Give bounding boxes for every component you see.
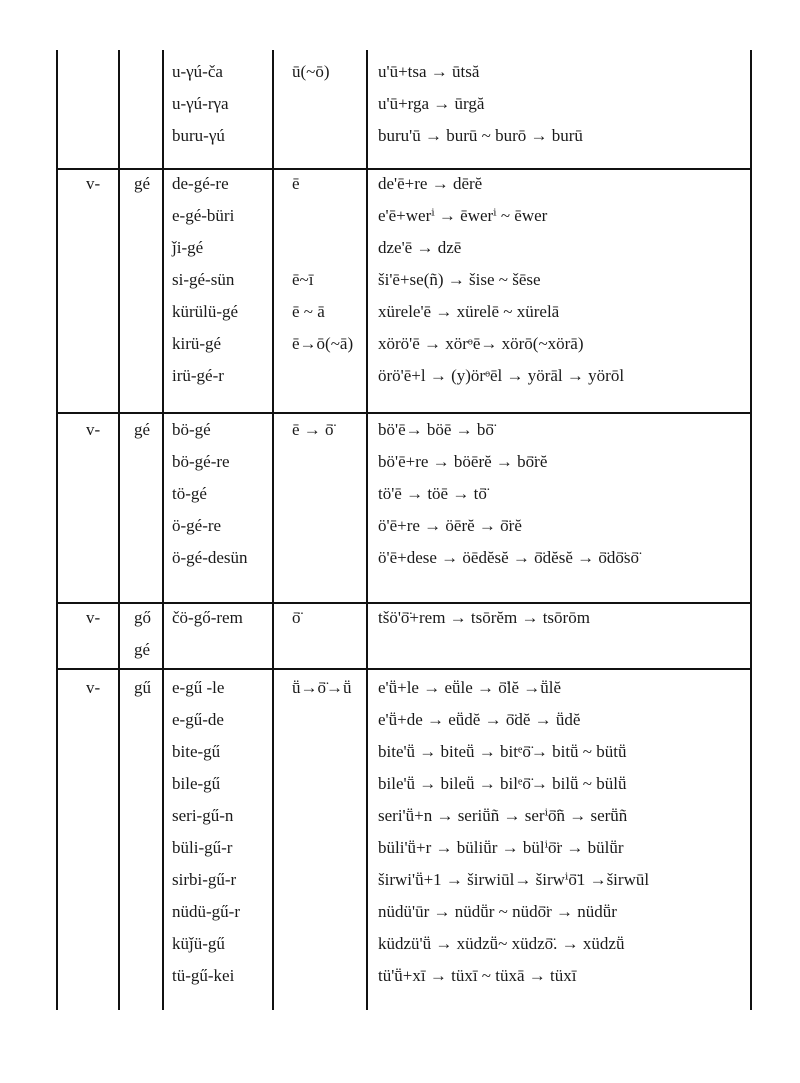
column-rule xyxy=(750,50,752,1010)
vowel-change: ē xyxy=(292,174,300,193)
derivation: büli'ṻ+r → büliṻr → bülⁱō̈r → bülṻr xyxy=(378,838,624,857)
derivation: ö'ē+dese → öēdĕsĕ → ō̈dĕsĕ → ō̈dō̈sō̈ xyxy=(378,548,639,567)
word-form: ǰi-gé xyxy=(172,238,204,257)
section-divider xyxy=(56,668,752,670)
column-rule xyxy=(366,50,368,1010)
derivation: buru'ū → burū ~ burō → burū xyxy=(378,126,583,145)
derivation: örö'ē+l → (y)örᶱēl → yörāl → yörōl xyxy=(378,366,625,385)
vowel-change: ē~ī xyxy=(292,270,314,289)
derivation: de'ē+re → dērĕ xyxy=(378,174,483,193)
derivation: bite'ṻ → biteṻ → bitᵉō̈→ bitṻ ~ bütṻ xyxy=(378,742,627,761)
suffix-label: gé xyxy=(134,174,151,193)
derivation: u'ū+tsa → ūtsă xyxy=(378,62,480,81)
word-form: sirbi-gű-r xyxy=(172,870,237,889)
derivation: u'ū+rga → ūrgă xyxy=(378,94,485,113)
word-form: büli-gű-r xyxy=(172,838,233,857)
vowel-change: ṻ→ō̈→ṻ xyxy=(292,678,352,697)
word-form: ö-gé-desün xyxy=(172,548,248,567)
derivation: xürele'ē → xürelē ~ xürelā xyxy=(378,302,560,321)
word-form: bö-gé-re xyxy=(172,452,230,471)
derivation: ši'ē+se(ñ) → šise ~ šēse xyxy=(378,270,541,289)
section-divider xyxy=(56,602,752,604)
word-form: e-gé-büri xyxy=(172,206,235,225)
column-rule xyxy=(272,50,274,1010)
suffix-label: gű xyxy=(134,678,151,697)
derivation: e'ē+werⁱ → ēwerⁱ ~ ēwer xyxy=(378,206,548,225)
word-form: kirü-gé xyxy=(172,334,222,353)
word-form: u-γú-rγa xyxy=(172,94,229,113)
derivation: bö'ē+re → böērĕ → bō̈rĕ xyxy=(378,452,548,471)
word-form: kürülü-gé xyxy=(172,302,239,321)
word-form: e-gű -le xyxy=(172,678,225,697)
derivation: ö'ē+re → öērĕ → ō̈rĕ xyxy=(378,516,522,535)
class-label: v- xyxy=(86,608,101,627)
suffix-label: gé xyxy=(134,420,151,439)
column-rule xyxy=(118,50,120,1010)
derivation: tšö'ō̈+rem → tsōrĕm → tsōrōm xyxy=(378,608,590,627)
suffix-label: gő xyxy=(134,608,151,627)
vowel-change: ē ~ ā xyxy=(292,302,325,321)
derivation: tö'ē → töē → tō̈ xyxy=(378,484,487,503)
derivation: bile'ṻ → bileṻ → bilᵉō̈→ bilṻ ~ bülṻ xyxy=(378,774,627,793)
word-form: bile-gű xyxy=(172,774,221,793)
word-form: u-γú-ča xyxy=(172,62,223,81)
word-form: tü-gű-kei xyxy=(172,966,235,985)
section-divider xyxy=(56,168,752,170)
vowel-change: ū(~ō) xyxy=(292,62,330,81)
vowel-change: ē → ō̈ xyxy=(292,420,334,439)
word-form: seri-gű-n xyxy=(172,806,234,825)
word-form: bö-gé xyxy=(172,420,211,439)
word-form: bite-gű xyxy=(172,742,221,761)
column-rule xyxy=(162,50,164,1010)
derivation: e'ṻ+le → eṻle → ō̈lĕ →ṻlĕ xyxy=(378,678,562,697)
class-label: v- xyxy=(86,678,101,697)
word-form: küǰü-gű xyxy=(172,934,225,953)
vowel-change: ē→ō(~ā) xyxy=(292,334,354,353)
derivation: e'ṻ+de → eṻdĕ → ō̈dĕ → ṻdĕ xyxy=(378,710,581,729)
class-label: v- xyxy=(86,420,101,439)
derivation: širwi'ṻ+1 → širwiūl→ širwⁱō̈1 →širwūl xyxy=(378,870,650,889)
derivation: xörö'ē → xörᶱē→ xörō(~xörā) xyxy=(378,334,584,353)
derivation: nüdü'ūr → nüdṻr ~ nüdō̈r → nüdṻr xyxy=(378,902,617,921)
word-form: tö-gé xyxy=(172,484,207,503)
derivation: tü'ṻ+xī → tüxī ~ tüxā → tüxī xyxy=(378,966,577,985)
column-rule xyxy=(56,50,58,1010)
word-form: čö-gő-rem xyxy=(172,608,243,627)
derivation: küdzü'ṻ → xüdzṻ~ xüdzō̈. → xüdzṻ xyxy=(378,934,625,953)
word-form: nüdü-gű-r xyxy=(172,902,240,921)
word-form: e-gű-de xyxy=(172,710,224,729)
word-form: de-gé-re xyxy=(172,174,229,193)
derivation: bö'ē→ böē → bō̈ xyxy=(378,420,494,439)
word-form: buru-γú xyxy=(172,126,225,145)
vowel-change: ō̈ xyxy=(292,608,301,627)
suffix-label: gé xyxy=(134,640,151,659)
derivation: dze'ē → dzē xyxy=(378,238,462,257)
word-form: si-gé-sün xyxy=(172,270,235,289)
class-label: v- xyxy=(86,174,101,193)
word-form: irü-gé-r xyxy=(172,366,224,385)
derivation: seri'ṻ+n → seriṻñ → serⁱō̈ñ → serṻñ xyxy=(378,806,628,825)
word-form: ö-gé-re xyxy=(172,516,222,535)
section-divider xyxy=(56,412,752,414)
